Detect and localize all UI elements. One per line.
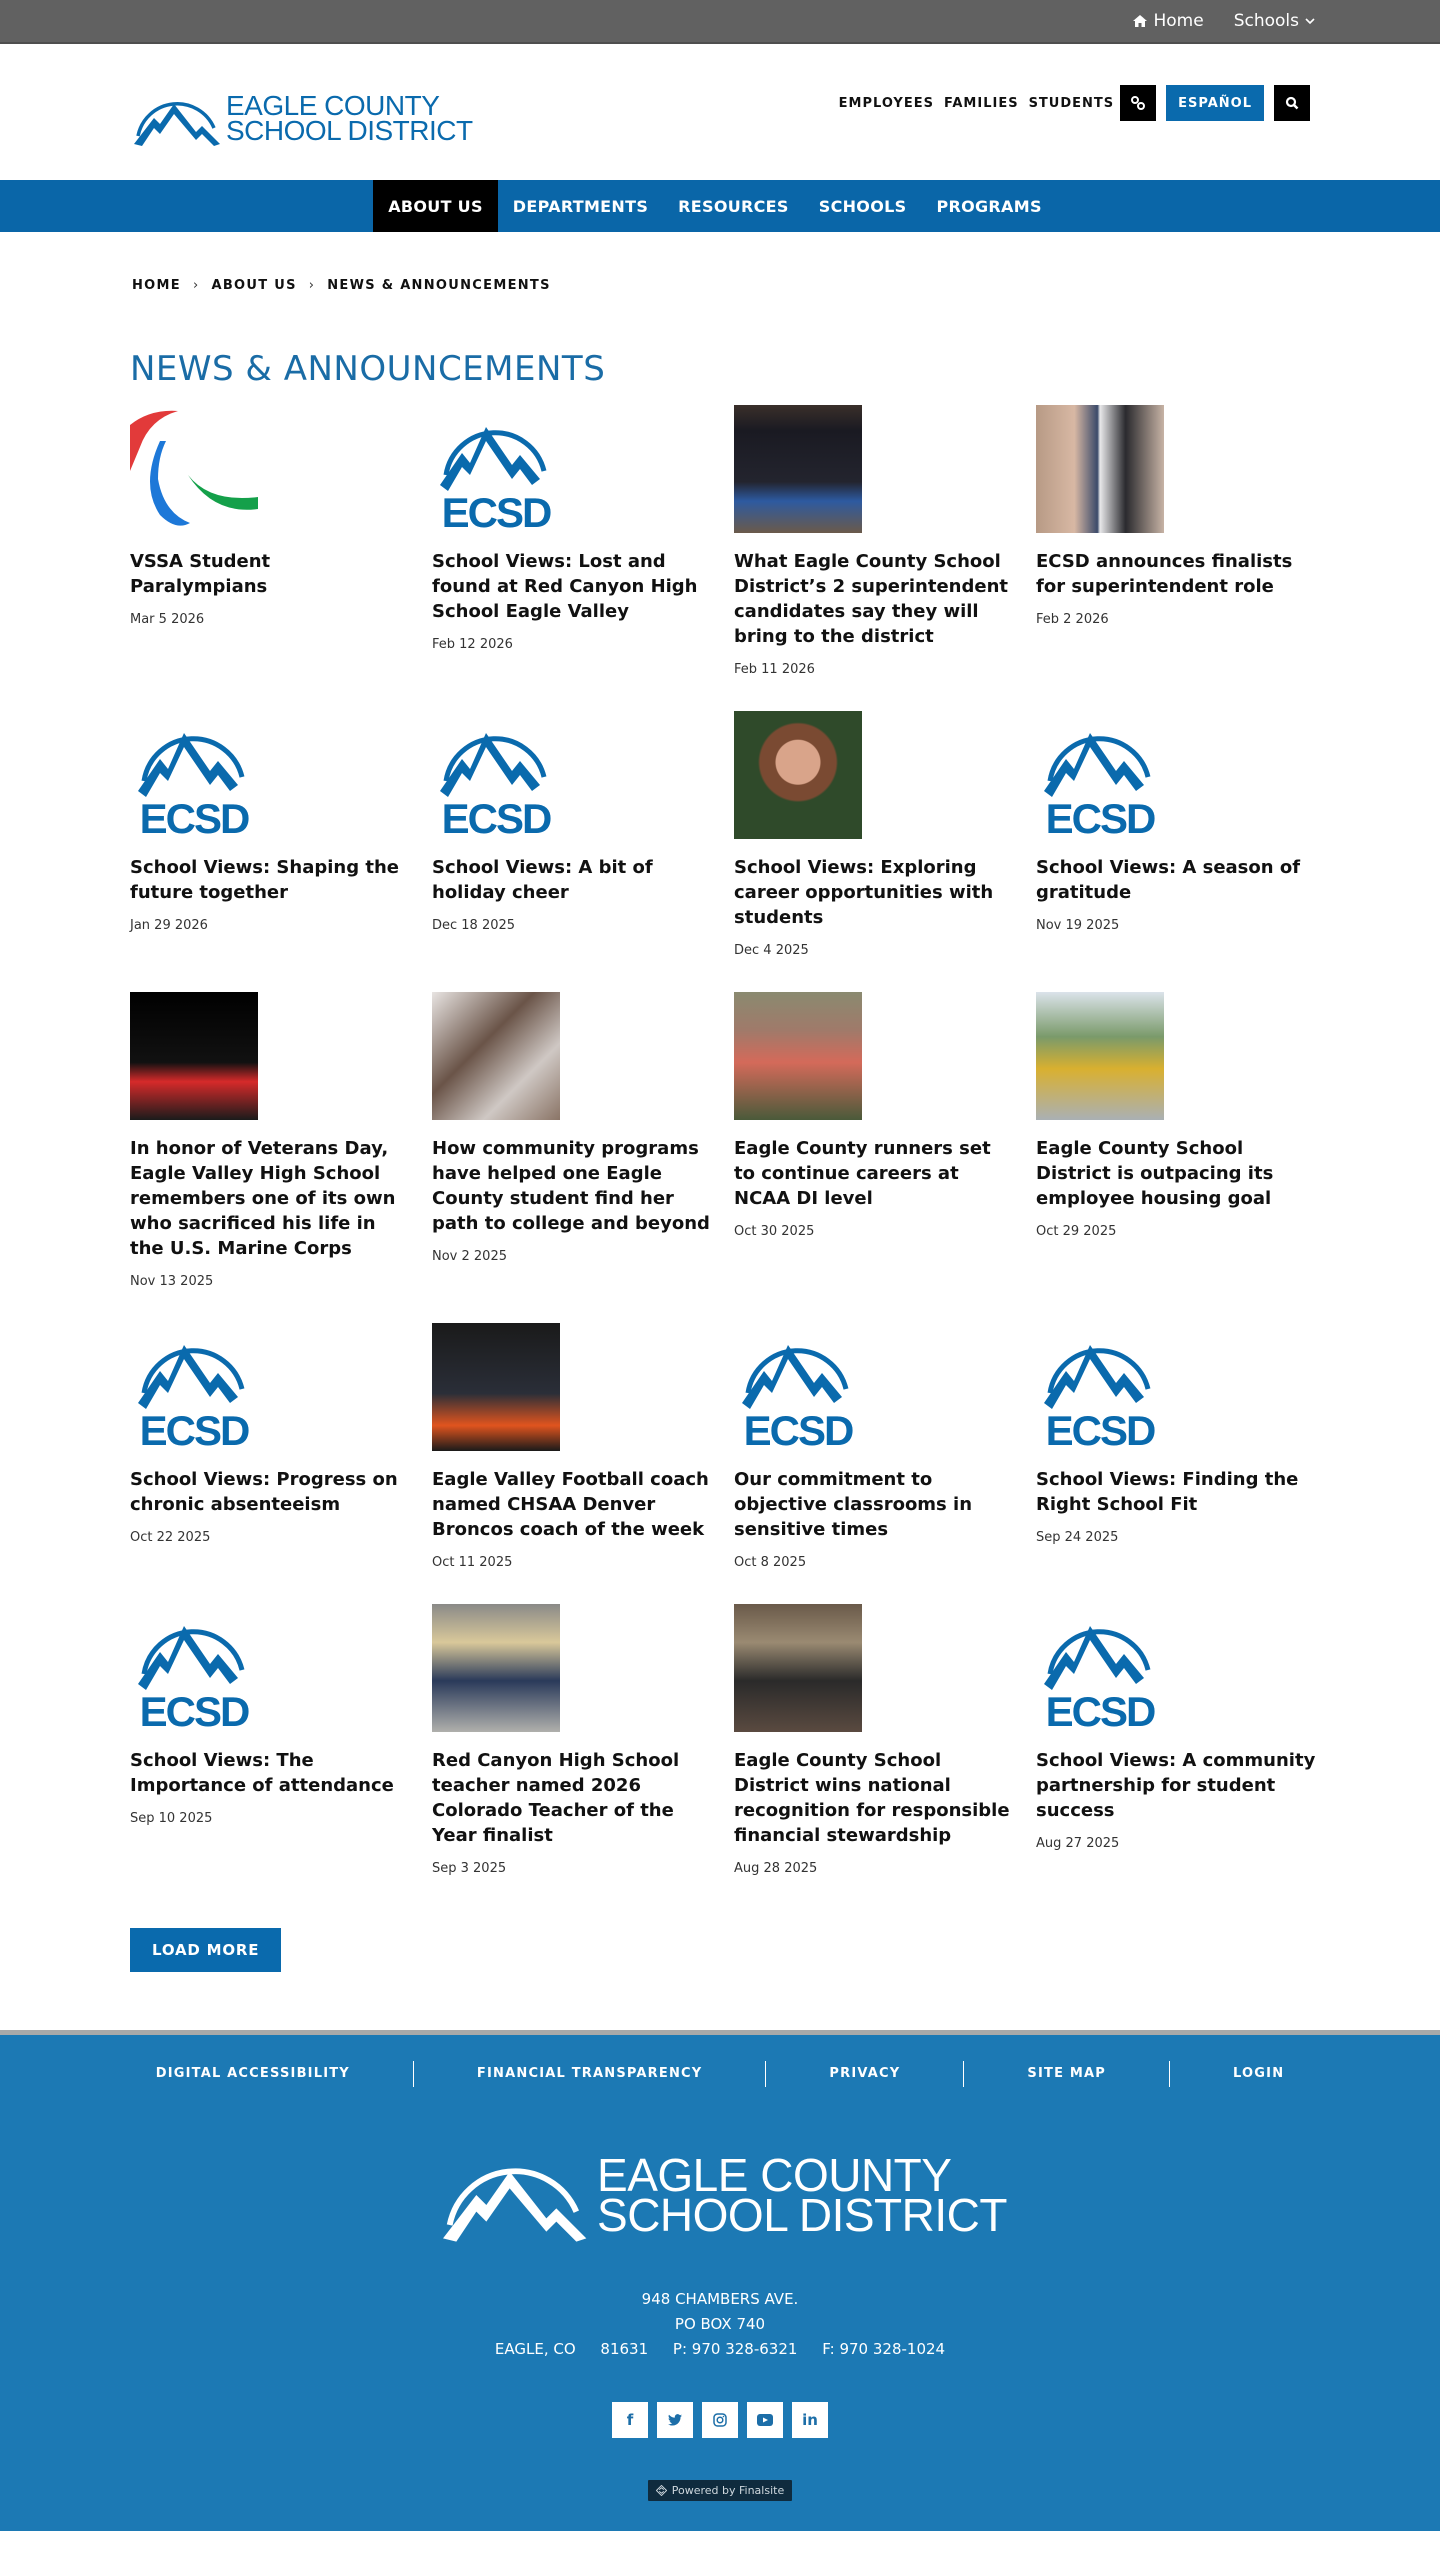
twitter-link[interactable] xyxy=(657,2402,693,2438)
row-spacer xyxy=(1036,677,1338,711)
logo-line2: SCHOOL DISTRICT xyxy=(226,115,473,146)
news-card[interactable] xyxy=(130,711,432,958)
fax-number: F: 970 328-1024 xyxy=(822,2340,946,2358)
news-title[interactable]: School Views: Lost and found at Red Canyon High School Eagle Valley xyxy=(432,551,698,622)
news-title[interactable]: School Views: Progress on chronic absenteeism xyxy=(130,1469,398,1515)
facebook-icon: f xyxy=(626,2411,634,2429)
svg-text:ECSD: ECSD xyxy=(139,795,249,839)
mountain-logo-icon xyxy=(130,88,222,148)
row-spacer xyxy=(432,1289,734,1323)
news-date: Aug 27 2025 xyxy=(1036,1836,1120,1851)
svg-text:ECSD: ECSD xyxy=(1045,795,1155,839)
news-title[interactable]: School Views: Finding the Right School Fit xyxy=(1036,1469,1299,1515)
teacher-photo-thumbnail[interactable] xyxy=(432,1604,560,1732)
chevron-down-icon xyxy=(1305,17,1315,25)
news-card[interactable] xyxy=(130,992,432,1289)
news-date: Nov 13 2025 xyxy=(130,1274,214,1289)
ecsd-logo-thumbnail[interactable] xyxy=(1036,1323,1164,1451)
students-link[interactable]: STUDENTS xyxy=(1028,95,1115,111)
linkedin-icon: in xyxy=(802,2411,818,2429)
news-date: Feb 12 2026 xyxy=(432,637,513,652)
news-title[interactable]: How community programs have helped one Eagle County student find her path to college and beyond xyxy=(432,1138,710,1234)
quick-links-button[interactable] xyxy=(1120,85,1156,121)
footer-link-site-map[interactable]: SITE MAP xyxy=(963,2061,1169,2087)
ecsd-logo-thumbnail[interactable] xyxy=(1036,1604,1164,1732)
news-card[interactable] xyxy=(130,1323,432,1570)
news-card[interactable] xyxy=(734,992,1036,1289)
breadcrumb-about-us[interactable]: ABOUT US xyxy=(211,278,297,293)
news-date: Aug 28 2025 xyxy=(734,1861,818,1876)
news-title[interactable]: In honor of Veterans Day, Eagle Valley High School remembers one of its own who sacrificed his life in the U.S. Marine Corps xyxy=(130,1138,396,1259)
svg-text:ECSD: ECSD xyxy=(139,1688,249,1732)
footer-links xyxy=(0,2035,1440,2087)
paralympic-logo-thumbnail[interactable] xyxy=(130,405,258,533)
news-date: Feb 11 2026 xyxy=(734,662,815,677)
ecsd-logo-thumbnail[interactable] xyxy=(432,711,560,839)
row-spacer xyxy=(1036,958,1338,992)
svg-text:ECSD: ECSD xyxy=(743,1407,853,1451)
news-card[interactable] xyxy=(432,711,734,958)
football-photo-thumbnail[interactable] xyxy=(432,1323,560,1451)
row-spacer xyxy=(734,958,1036,992)
news-date: Jan 29 2026 xyxy=(130,918,208,933)
home-icon xyxy=(1132,14,1148,28)
row-spacer xyxy=(130,1570,432,1604)
mountain-logo-icon xyxy=(433,2145,593,2245)
footer-logo-line1: EAGLE COUNTY xyxy=(597,2148,952,2201)
news-date: Nov 19 2025 xyxy=(1036,918,1120,933)
row-spacer xyxy=(734,1570,1036,1604)
row-spacer xyxy=(1036,1570,1338,1604)
phone-number[interactable]: P: 970 328-6321 xyxy=(672,2340,798,2358)
news-title[interactable]: Eagle Valley Football coach named CHSAA Denver Broncos coach of the week xyxy=(432,1469,709,1540)
news-date: Oct 11 2025 xyxy=(432,1555,513,1570)
utility-bar xyxy=(0,0,1440,44)
ecsd-logo-thumbnail[interactable] xyxy=(130,1323,258,1451)
svg-text:ECSD: ECSD xyxy=(441,489,551,533)
news-title[interactable]: What Eagle County School District’s 2 superintendent candidates say they will bring to the district xyxy=(734,551,1008,647)
powered-by xyxy=(0,2480,1440,2501)
two-portraits-photo-thumbnail[interactable] xyxy=(1036,405,1164,533)
footer-link-privacy[interactable]: PRIVACY xyxy=(765,2061,963,2087)
row-spacer xyxy=(130,677,432,711)
news-card[interactable] xyxy=(1036,405,1338,677)
link-icon xyxy=(1130,95,1146,111)
search-button[interactable] xyxy=(1274,85,1310,121)
address-city: EAGLE, CO xyxy=(494,2340,576,2358)
news-card[interactable] xyxy=(734,711,1036,958)
page-title: NEWS & ANNOUNCEMENTS xyxy=(130,349,606,389)
district-logo[interactable] xyxy=(130,88,473,148)
nav-schools[interactable]: SCHOOLS xyxy=(818,196,907,216)
hallway-photo-thumbnail[interactable] xyxy=(734,1604,862,1732)
footer-logo[interactable] xyxy=(0,2145,1440,2245)
ecsd-logo-thumbnail[interactable] xyxy=(130,711,258,839)
housing-photo-thumbnail[interactable] xyxy=(1036,992,1164,1120)
podium-photo-thumbnail[interactable] xyxy=(130,992,258,1120)
svg-text:ECSD: ECSD xyxy=(139,1407,249,1451)
row-spacer xyxy=(1036,1289,1338,1323)
youtube-link[interactable] xyxy=(747,2402,783,2438)
ecsd-logo-thumbnail[interactable] xyxy=(1036,711,1164,839)
search-icon xyxy=(1285,96,1299,110)
youtube-icon xyxy=(757,2414,773,2426)
logo-line1: EAGLE COUNTY xyxy=(226,89,440,121)
ecsd-logo-thumbnail[interactable] xyxy=(432,405,560,533)
powered-by-label: Powered by Finalsite xyxy=(671,2484,785,2497)
breadcrumb xyxy=(132,278,1440,293)
chevron-right-icon: › xyxy=(308,278,316,293)
row-spacer xyxy=(432,958,734,992)
row-spacer xyxy=(734,677,1036,711)
footer-logo-line2: SCHOOL DISTRICT xyxy=(597,2189,1007,2241)
row-spacer xyxy=(130,1289,432,1323)
news-title[interactable]: Eagle County School District is outpacing its employee housing goal xyxy=(1036,1138,1274,1209)
news-date: Oct 29 2025 xyxy=(1036,1224,1117,1239)
powered-by-finalsite-link[interactable] xyxy=(648,2480,792,2501)
news-title[interactable]: School Views: Shaping the future together xyxy=(130,857,399,903)
news-card[interactable] xyxy=(432,1604,734,1876)
news-title[interactable]: Red Canyon High School teacher named 2026 Colorado Teacher of the Year finalist xyxy=(432,1750,680,1846)
news-date: Dec 4 2025 xyxy=(734,943,809,958)
news-title[interactable]: School Views: Exploring career opportunities with students xyxy=(734,857,994,928)
news-card[interactable] xyxy=(432,1323,734,1570)
news-title[interactable]: Our commitment to objective classrooms in sensitive times xyxy=(734,1469,973,1540)
nav-departments[interactable]: DEPARTMENTS xyxy=(512,196,649,216)
news-card[interactable] xyxy=(1036,992,1338,1289)
nav-about-us[interactable]: ABOUT US xyxy=(373,180,498,232)
instagram-icon xyxy=(713,2413,727,2427)
facebook-link[interactable] xyxy=(612,2402,648,2438)
news-card[interactable] xyxy=(130,1604,432,1876)
svg-text:ECSD: ECSD xyxy=(441,795,551,839)
news-card[interactable] xyxy=(734,405,1036,677)
site-footer xyxy=(0,2030,1440,2531)
news-date: Sep 24 2025 xyxy=(1036,1530,1119,1545)
news-grid xyxy=(130,405,1316,1876)
news-date: Mar 5 2026 xyxy=(130,612,205,627)
svg-text:ECSD: ECSD xyxy=(1045,1407,1155,1451)
news-title[interactable]: Eagle County School District wins national recognition for responsible financial stewardship xyxy=(734,1750,1010,1846)
employees-link[interactable]: EMPLOYEES xyxy=(838,95,934,111)
news-date: Feb 2 2026 xyxy=(1036,612,1109,627)
address-line1: 948 CHAMBERS AVE. xyxy=(641,2290,799,2308)
news-card[interactable] xyxy=(432,992,734,1289)
news-title[interactable]: School Views: The Importance of attendance xyxy=(130,1750,394,1796)
news-card[interactable] xyxy=(734,1604,1036,1876)
svg-text:ECSD: ECSD xyxy=(1045,1688,1155,1732)
ecsd-logo-thumbnail[interactable] xyxy=(130,1604,258,1732)
news-date: Oct 22 2025 xyxy=(130,1530,211,1545)
load-more-button[interactable]: LOAD MORE xyxy=(130,1928,281,1972)
news-date: Oct 8 2025 xyxy=(734,1555,807,1570)
nav-programs[interactable]: PROGRAMS xyxy=(936,196,1042,216)
footer-link-digital-accessibility[interactable]: DIGITAL ACCESSIBILITY xyxy=(155,2066,350,2081)
news-card[interactable] xyxy=(734,1323,1036,1570)
news-title[interactable]: School Views: A season of gratitude xyxy=(1036,857,1301,903)
header-actions xyxy=(839,85,1310,121)
site-header xyxy=(0,44,1440,180)
main-navigation xyxy=(0,180,1440,232)
news-title[interactable]: School Views: A bit of holiday cheer xyxy=(432,857,653,903)
utility-home-label: Home xyxy=(1153,11,1204,31)
row-spacer xyxy=(432,677,734,711)
breadcrumb-home[interactable]: HOME xyxy=(132,278,181,293)
auditorium-photo-thumbnail[interactable] xyxy=(734,405,862,533)
families-link[interactable]: FAMILIES xyxy=(943,95,1019,111)
footer-link-login[interactable]: LOGIN xyxy=(1169,2061,1347,2087)
news-card[interactable] xyxy=(130,405,432,677)
footer-link-financial-transparency[interactable]: FINANCIAL TRANSPARENCY xyxy=(413,2061,766,2087)
address-zip: 81631 xyxy=(600,2340,649,2358)
news-card[interactable] xyxy=(432,405,734,677)
nav-resources[interactable]: RESOURCES xyxy=(678,196,789,216)
linkedin-link[interactable] xyxy=(792,2402,828,2438)
news-date: Oct 30 2025 xyxy=(734,1224,815,1239)
utility-schools-dropdown[interactable] xyxy=(1234,11,1315,31)
chevron-right-icon: › xyxy=(192,278,200,293)
news-title[interactable]: School Views: A community partnership for student success xyxy=(1036,1750,1316,1821)
row-spacer xyxy=(432,1570,734,1604)
news-date: Dec 18 2025 xyxy=(432,918,516,933)
news-date: Sep 10 2025 xyxy=(130,1811,213,1826)
utility-home-link[interactable] xyxy=(1132,11,1204,31)
news-title[interactable]: VSSA Student Paralympians xyxy=(130,551,271,597)
finalsite-icon xyxy=(656,2485,667,2496)
footer-address xyxy=(0,2287,1440,2362)
portrait-photo-thumbnail[interactable] xyxy=(734,711,862,839)
runner-photo-thumbnail[interactable] xyxy=(734,992,862,1120)
row-spacer xyxy=(734,1289,1036,1323)
hospital-photo-thumbnail[interactable] xyxy=(432,992,560,1120)
ecsd-logo-thumbnail[interactable] xyxy=(734,1323,862,1451)
espanol-button[interactable]: ESPAÑOL xyxy=(1166,85,1264,121)
social-links xyxy=(0,2402,1440,2438)
news-title[interactable]: ECSD announces finalists for superintendent role xyxy=(1036,551,1293,597)
breadcrumb-current[interactable]: NEWS & ANNOUNCEMENTS xyxy=(327,278,551,293)
news-date: Nov 2 2025 xyxy=(432,1249,507,1264)
row-spacer xyxy=(130,958,432,992)
news-date: Sep 3 2025 xyxy=(432,1861,507,1876)
news-card[interactable] xyxy=(1036,711,1338,958)
utility-schools-label: Schools xyxy=(1233,11,1299,31)
address-line2: PO BOX 740 xyxy=(674,2315,766,2333)
news-card[interactable] xyxy=(1036,1604,1338,1876)
twitter-icon xyxy=(668,2414,682,2426)
instagram-link[interactable] xyxy=(702,2402,738,2438)
news-title[interactable]: Eagle County runners set to continue careers at NCAA DI level xyxy=(734,1138,991,1209)
news-card[interactable] xyxy=(1036,1323,1338,1570)
